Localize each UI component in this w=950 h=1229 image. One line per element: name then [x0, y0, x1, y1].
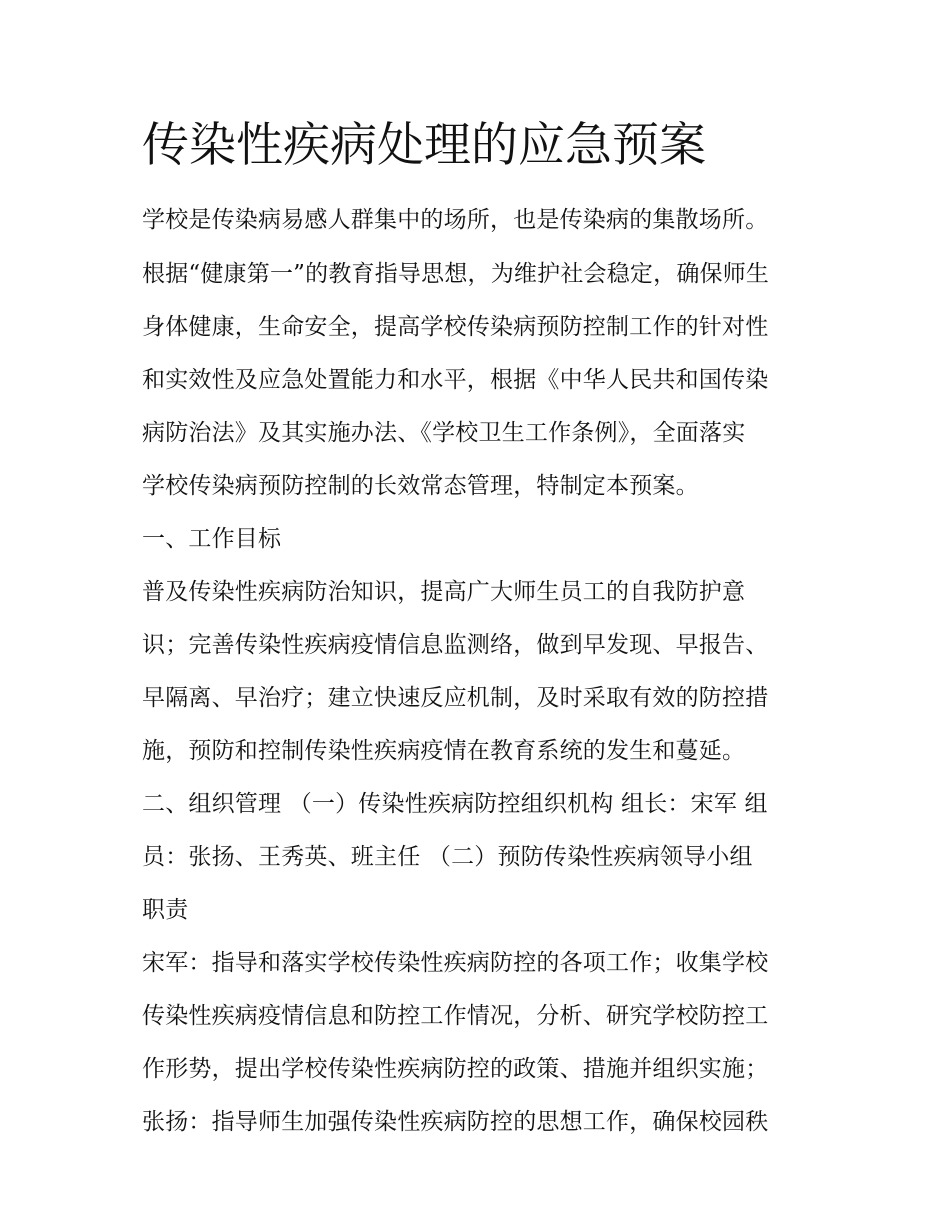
paragraph-line: 和实效性及应急处置能力和水平，根据《中华人民共和国传染	[142, 367, 769, 393]
paragraph-line: 宋军：指导和落实学校传染性疾病防控的各项工作；收集学校	[142, 950, 769, 976]
paragraph-line: 学校传染病预防控制的长效常态管理，特制定本预案。	[142, 473, 699, 499]
paragraph-line: 张扬：指导师生加强传染性疾病防控的思想工作，确保校园秩	[142, 1109, 769, 1135]
document-title: 传染性疾病处理的应急预案	[142, 118, 706, 173]
paragraph-line: 施，预防和控制传染性疾病疫情在教育系统的发生和蔓延。	[142, 738, 746, 764]
paragraph-line: 学校是传染病易感人群集中的场所，也是传染病的集散场所。	[142, 207, 769, 233]
paragraph-line: 职责	[142, 897, 189, 923]
section-heading: 一、工作目标	[142, 526, 282, 552]
paragraph-line: 识；完善传染性疾病疫情信息监测络，做到早发现、早报告、	[142, 632, 769, 658]
paragraph-line: 员：张扬、王秀英、班主任 （二）预防传染性疾病领导小组	[142, 844, 753, 870]
paragraph-line: 传染性疾病疫情信息和防控工作情况，分析、研究学校防控工	[142, 1003, 769, 1029]
paragraph-line: 作形势，提出学校传染性疾病防控的政策、措施并组织实施；	[142, 1056, 769, 1082]
section-heading: 二、组织管理 （一）传染性疾病防控组织机构 组长：宋军 组	[142, 791, 768, 817]
paragraph-line: 病防治法》及其实施办法、《学校卫生工作条例》，全面落实	[142, 420, 746, 446]
paragraph-line: 早隔离、早治疗；建立快速反应机制，及时采取有效的防控措	[142, 685, 769, 711]
paragraph-line: 普及传染性疾病防治知识，提高广大师生员工的自我防护意	[142, 579, 746, 605]
paragraph-line: 根据“健康第一”的教育指导思想，为维护社会稳定，确保师生	[142, 261, 770, 287]
paragraph-line: 身体健康，生命安全，提高学校传染病预防控制工作的针对性	[142, 314, 769, 340]
